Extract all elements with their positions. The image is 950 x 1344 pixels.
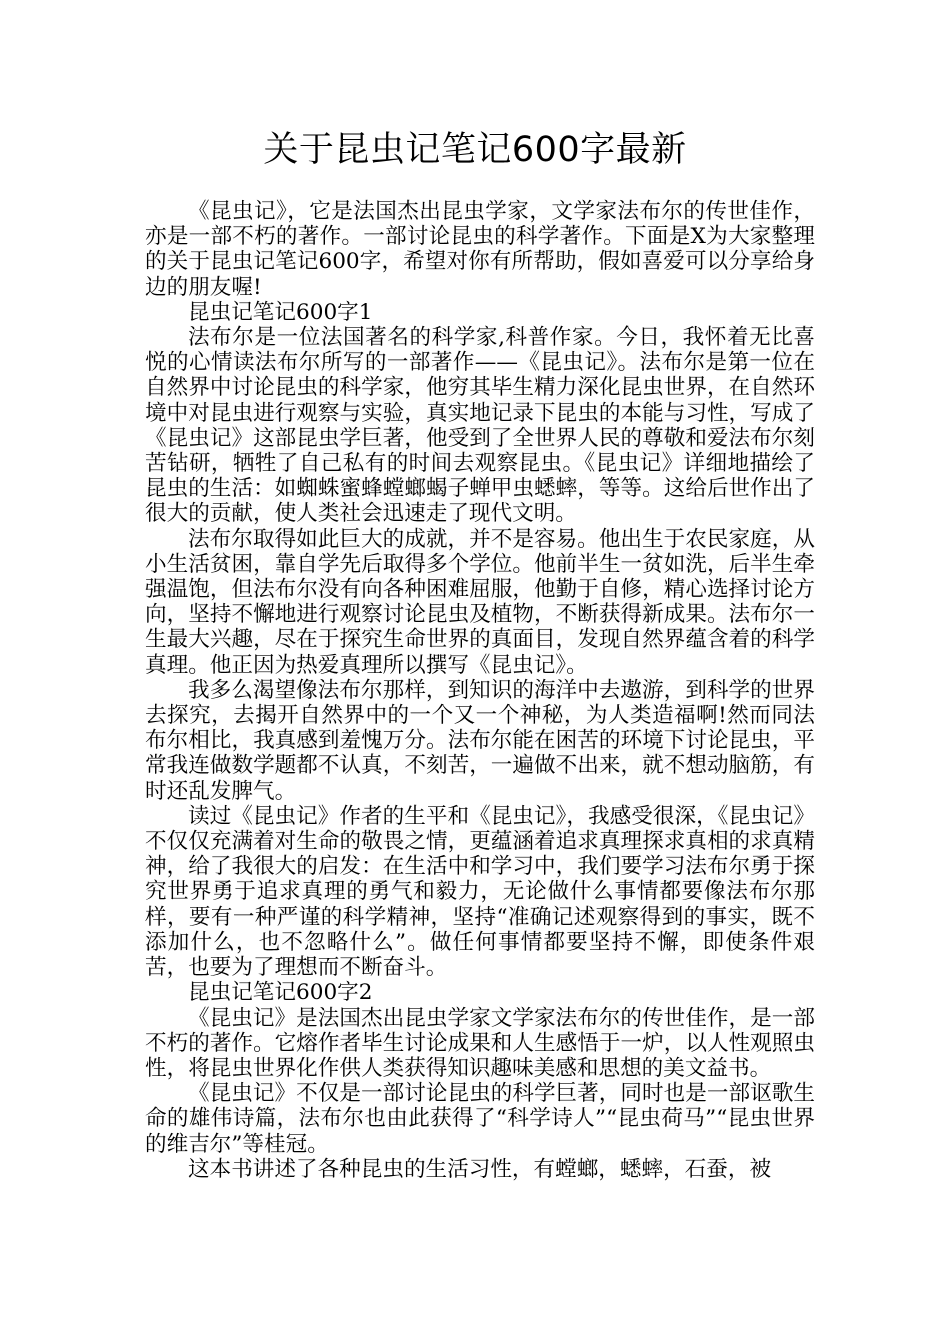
document-body <box>145 199 815 1182</box>
section-heading-2: 昆虫记笔记600字2 <box>188 980 373 1006</box>
paragraph: 法布尔是一位法国著名的科学家,科普作家。今日，我怀着无比喜悦的心情读法布尔所写的一部著作——《昆虫记》。法布尔是第一位在自然界中讨论昆虫的科学家，他穷其毕生精力深化昆虫世界，在自然环境中对昆虫进行观察与实验，真实地记录下昆虫的本能与习性，写成了《昆虫记》这部昆虫学巨著，他受到了全世界人民的尊敬和爱法布尔刻苦钻研，牺牲了自己私有的时间去观察昆虫。《昆虫记》详细地描绘了昆虫的生活：如蜘蛛蜜蜂螳螂蝎子蝉甲虫蟋蟀，等等。这给后世作出了很大的贡献，使人类社会迅速走了现代文明。 <box>145 325 815 527</box>
paragraph: 我多么渴望像法布尔那样，到知识的海洋中去遨游，到科学的世界去探究，去揭开自然界中的一个又一个神秘，为人类造福啊!然而同法布尔相比，我真感到羞愧万分。法布尔能在困苦的环境下讨论昆虫，平常我连做数学题都不认真，不刻苦，一遍做不出来，就不想动脑筋，有时还乱发脾气。 <box>145 677 815 804</box>
paragraph: 法布尔取得如此巨大的成就，并不是容易。他出生于农民家庭，从小生活贫困，靠自学先后取得多个学位。他前半生一贫如洗，后半生牵强温饱，但法布尔没有向各种困难屈服，他勤于自修，精心选择讨论方向，坚持不懈地进行观察讨论昆虫及植物，不断获得新成果。法布尔一生最大兴趣，尽在于探究生命世界的真面目，发现自然界蕴含着的科学真理。他正因为热爱真理所以撰写《昆虫记》。 <box>145 526 815 678</box>
section-heading-1: 昆虫记笔记600字1 <box>188 299 373 325</box>
document-title: 关于昆虫记笔记600字最新 <box>263 130 687 170</box>
paragraph: 这本书讲述了各种昆虫的生活习性，有螳螂，蟋蟀，石蚕，被 <box>188 1156 772 1182</box>
intro-paragraph: 《昆虫记》，它是法国杰出昆虫学家，文学家法布尔的传世佳作，亦是一部不朽的著作。一部讨论昆虫的科学著作。下面是X为大家整理的关于昆虫记笔记600字，希望对你有所帮助，假如喜爱可以分享给身边的朋友喔! <box>145 199 815 300</box>
paragraph: 读过《昆虫记》作者的生平和《昆虫记》，我感受很深，《昆虫记》不仅仅充满着对生命的敬畏之情，更蕴涵着追求真理探求真相的求真精神，给了我很大的启发：在生活中和学习中，我们要学习法布尔勇于探究世界勇于追求真理的勇气和毅力，无论做什么事情都要像法布尔那样，要有一种严谨的科学精神，坚持“准确记述观察得到的事实，既不添加什么，也不忽略什么”。做任何事情都要坚持不懈，即使条件艰苦，也要为了理想而不断奋斗。 <box>145 803 815 981</box>
paragraph: 《昆虫记》是法国杰出昆虫学家文学家法布尔的传世佳作，是一部不朽的著作。它熔作者毕生讨论成果和人生感悟于一炉，以人性观照虫性，将昆虫世界化作供人类获得知识趣味美感和思想的美文益书。 <box>145 1005 815 1081</box>
paragraph: 《昆虫记》不仅是一部讨论昆虫的科学巨著，同时也是一部讴歌生命的雄伟诗篇，法布尔也由此获得了“科学诗人”“昆虫荷马”“昆虫世界的维吉尔”等桂冠。 <box>145 1081 815 1157</box>
